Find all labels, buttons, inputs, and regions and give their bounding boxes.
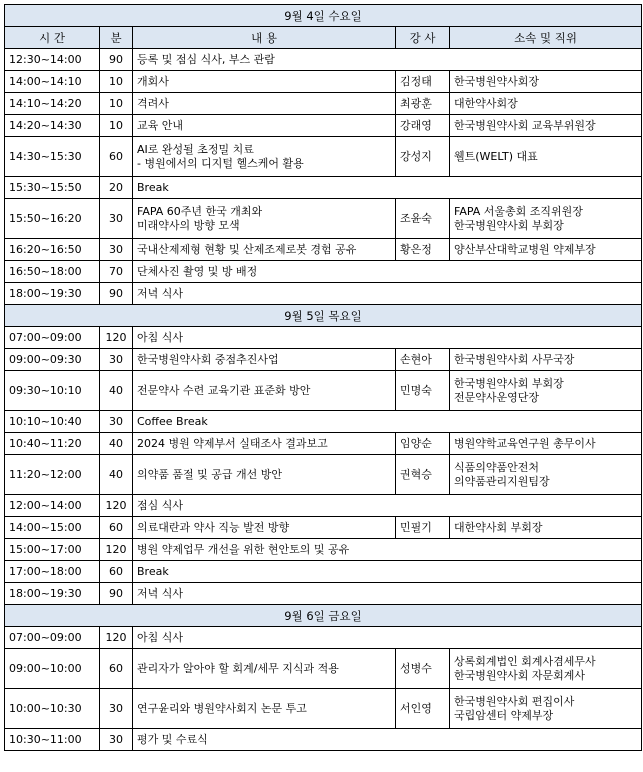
column-header-row [5, 27, 642, 49]
time-cell: 14:20~14:30 [5, 115, 100, 137]
table-row [5, 261, 642, 283]
content-cell: 단체사진 촬영 및 방 배정 [133, 261, 642, 283]
time-cell: 07:00~09:00 [5, 327, 100, 349]
affiliation-cell: FAPA 서울총회 조직위원장 한국병원약사회 부회장 [450, 199, 642, 239]
time-cell: 10:10~10:40 [5, 411, 100, 433]
content-cell: 연구윤리와 병원약사회지 논문 투고 [133, 689, 396, 729]
table-row [5, 561, 642, 583]
table-row [5, 649, 642, 689]
minutes-cell: 120 [100, 627, 133, 649]
affiliation-cell: 상록회계법인 회계사겸세무사 한국병원약사회 자문회계사 [450, 649, 642, 689]
speaker-cell: 임양순 [396, 433, 450, 455]
speaker-cell: 민명숙 [396, 371, 450, 411]
content-cell: 교육 안내 [133, 115, 396, 137]
affiliation-cell: 식품의약품안전처 의약품관리지원팀장 [450, 455, 642, 495]
table-row [5, 93, 642, 115]
affiliation-cell: 한국병원약사회 부회장 전문약사운영단장 [450, 371, 642, 411]
time-cell: 10:00~10:30 [5, 689, 100, 729]
minutes-cell: 30 [100, 239, 133, 261]
minutes-cell: 40 [100, 455, 133, 495]
header-affiliation: 소속 및 직위 [450, 27, 642, 49]
time-cell: 09:00~10:00 [5, 649, 100, 689]
table-row [5, 627, 642, 649]
table-row [5, 239, 642, 261]
speaker-cell: 최광훈 [396, 93, 450, 115]
content-cell: 등록 및 점심 식사, 부스 관람 [133, 49, 642, 71]
time-cell: 18:00~19:30 [5, 283, 100, 305]
header-min: 분 [100, 27, 133, 49]
time-cell: 16:20~16:50 [5, 239, 100, 261]
time-cell: 10:30~11:00 [5, 729, 100, 751]
affiliation-cell: 대한약사회장 [450, 93, 642, 115]
table-row [5, 327, 642, 349]
content-cell: 아침 식사 [133, 627, 642, 649]
speaker-cell: 성병수 [396, 649, 450, 689]
table-row [5, 689, 642, 729]
content-cell: 관리자가 알아야 할 회계/세무 지식과 적용 [133, 649, 396, 689]
time-cell: 14:00~15:00 [5, 517, 100, 539]
content-cell: 전문약사 수련 교육기관 표준화 방안 [133, 371, 396, 411]
affiliation-cell: 대한약사회 부회장 [450, 517, 642, 539]
table-row [5, 115, 642, 137]
minutes-cell: 60 [100, 561, 133, 583]
minutes-cell: 120 [100, 539, 133, 561]
content-cell: 평가 및 수료식 [133, 729, 642, 751]
table-row [5, 433, 642, 455]
affiliation-cell: 양산부산대학교병원 약제부장 [450, 239, 642, 261]
table-row [5, 455, 642, 495]
time-cell: 16:50~18:00 [5, 261, 100, 283]
day-header-row [5, 605, 642, 627]
minutes-cell: 40 [100, 371, 133, 411]
table-row [5, 517, 642, 539]
content-cell: Break [133, 561, 642, 583]
content-cell: 2024 병원 약제부서 실태조사 결과보고 [133, 433, 396, 455]
minutes-cell: 10 [100, 93, 133, 115]
speaker-cell: 권혁승 [396, 455, 450, 495]
time-cell: 11:20~12:00 [5, 455, 100, 495]
table-row [5, 71, 642, 93]
header-content: 내 용 [133, 27, 396, 49]
table-row [5, 137, 642, 177]
time-cell: 09:00~09:30 [5, 349, 100, 371]
content-cell: 한국병원약사회 중점추진사업 [133, 349, 396, 371]
affiliation-cell: 웰트(WELT) 대표 [450, 137, 642, 177]
table-row [5, 49, 642, 71]
content-cell: AI로 완성될 초정밀 치료 - 병원에서의 디지털 헬스케어 활용 [133, 137, 396, 177]
affiliation-cell: 병원약학교육연구원 총무이사 [450, 433, 642, 455]
table-row [5, 495, 642, 517]
time-cell: 15:00~17:00 [5, 539, 100, 561]
day-header-row [5, 305, 642, 327]
speaker-cell: 손현아 [396, 349, 450, 371]
content-cell: 국내산제제형 현황 및 산제조제로봇 경험 공유 [133, 239, 396, 261]
minutes-cell: 30 [100, 411, 133, 433]
time-cell: 14:10~14:20 [5, 93, 100, 115]
speaker-cell: 조윤숙 [396, 199, 450, 239]
content-cell: FAPA 60주년 한국 개최와 미래약사의 방향 모색 [133, 199, 396, 239]
minutes-cell: 90 [100, 583, 133, 605]
minutes-cell: 10 [100, 115, 133, 137]
table-row [5, 177, 642, 199]
time-cell: 17:00~18:00 [5, 561, 100, 583]
affiliation-cell: 한국병원약사회장 [450, 71, 642, 93]
affiliation-cell: 한국병원약사회 교육부위원장 [450, 115, 642, 137]
table-row [5, 283, 642, 305]
day-title: 9월 6일 금요일 [5, 605, 642, 627]
speaker-cell: 서인영 [396, 689, 450, 729]
minutes-cell: 60 [100, 517, 133, 539]
table-row [5, 349, 642, 371]
schedule-body [5, 5, 642, 751]
content-cell: 저녁 식사 [133, 583, 642, 605]
time-cell: 09:30~10:10 [5, 371, 100, 411]
time-cell: 14:00~14:10 [5, 71, 100, 93]
minutes-cell: 20 [100, 177, 133, 199]
time-cell: 18:00~19:30 [5, 583, 100, 605]
table-row [5, 729, 642, 751]
content-cell: 병원 약제업무 개선을 위한 현안토의 및 공유 [133, 539, 642, 561]
time-cell: 15:50~16:20 [5, 199, 100, 239]
table-row [5, 371, 642, 411]
header-time: 시 간 [5, 27, 100, 49]
minutes-cell: 40 [100, 433, 133, 455]
table-row [5, 539, 642, 561]
content-cell: 개회사 [133, 71, 396, 93]
time-cell: 12:00~14:00 [5, 495, 100, 517]
minutes-cell: 70 [100, 261, 133, 283]
content-cell: 저녁 식사 [133, 283, 642, 305]
header-speaker: 강 사 [396, 27, 450, 49]
minutes-cell: 90 [100, 283, 133, 305]
time-cell: 15:30~15:50 [5, 177, 100, 199]
content-cell: 의료대란과 약사 직능 발전 방향 [133, 517, 396, 539]
minutes-cell: 30 [100, 349, 133, 371]
affiliation-cell: 한국병원약사회 사무국장 [450, 349, 642, 371]
speaker-cell: 민필기 [396, 517, 450, 539]
content-cell: 점심 식사 [133, 495, 642, 517]
speaker-cell: 황은정 [396, 239, 450, 261]
minutes-cell: 30 [100, 689, 133, 729]
schedule-table [4, 4, 642, 751]
minutes-cell: 60 [100, 649, 133, 689]
table-row [5, 583, 642, 605]
table-row [5, 199, 642, 239]
speaker-cell: 강래영 [396, 115, 450, 137]
time-cell: 12:30~14:00 [5, 49, 100, 71]
time-cell: 14:30~15:30 [5, 137, 100, 177]
day-title: 9월 4일 수요일 [5, 5, 642, 27]
minutes-cell: 120 [100, 495, 133, 517]
minutes-cell: 10 [100, 71, 133, 93]
minutes-cell: 30 [100, 199, 133, 239]
content-cell: Coffee Break [133, 411, 642, 433]
day-header-row [5, 5, 642, 27]
content-cell: 아침 식사 [133, 327, 642, 349]
affiliation-cell: 한국병원약사회 편집이사 국립암센터 약제부장 [450, 689, 642, 729]
speaker-cell: 김정태 [396, 71, 450, 93]
content-cell: 의약품 품절 및 공급 개선 방안 [133, 455, 396, 495]
minutes-cell: 60 [100, 137, 133, 177]
minutes-cell: 30 [100, 729, 133, 751]
time-cell: 07:00~09:00 [5, 627, 100, 649]
day-title: 9월 5일 목요일 [5, 305, 642, 327]
time-cell: 10:40~11:20 [5, 433, 100, 455]
speaker-cell: 강성지 [396, 137, 450, 177]
content-cell: 격려사 [133, 93, 396, 115]
minutes-cell: 120 [100, 327, 133, 349]
table-row [5, 411, 642, 433]
content-cell: Break [133, 177, 642, 199]
minutes-cell: 90 [100, 49, 133, 71]
